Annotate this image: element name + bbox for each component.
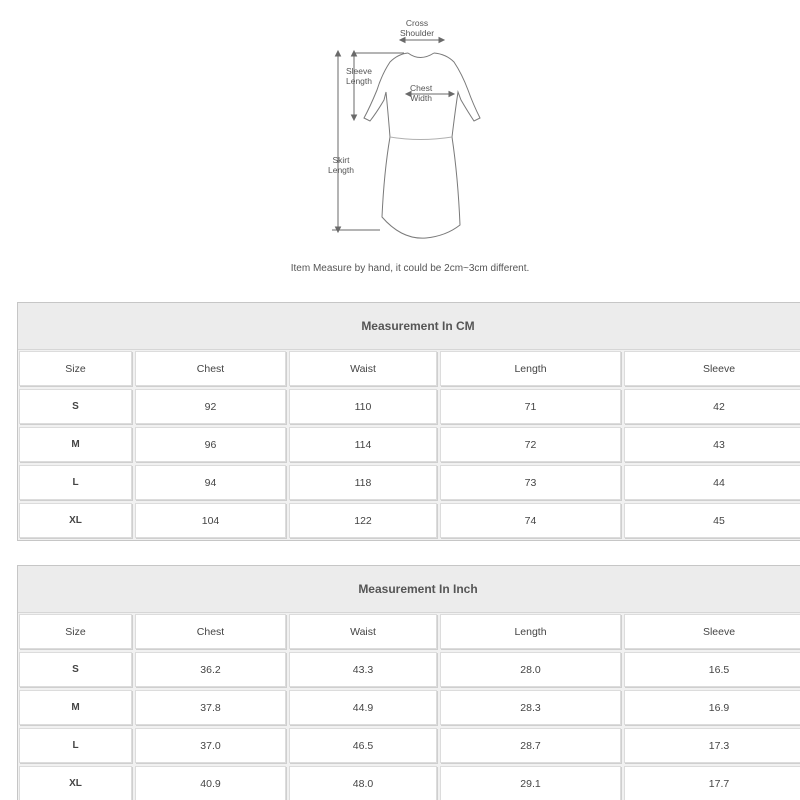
- waist-cell: 44.9: [289, 690, 437, 725]
- table-row: [18, 388, 800, 426]
- waist-cell: 48.0: [289, 766, 437, 800]
- table-row: [18, 502, 800, 540]
- cm-table-title: Measurement In CM: [18, 303, 800, 350]
- sleeve-cell: 17.7: [624, 766, 800, 800]
- size-cell: XL: [19, 503, 132, 538]
- chest-width-label: Chest Width: [410, 83, 433, 103]
- chest-cell: 36.2: [135, 652, 286, 687]
- table-row: [18, 689, 800, 727]
- length-cell: 73: [440, 465, 621, 500]
- dress-measurement-diagram: [320, 12, 490, 244]
- inch-header-row: [18, 613, 800, 651]
- chest-cell: 96: [135, 427, 286, 462]
- length-cell: 28.0: [440, 652, 621, 687]
- waist-cell: 122: [289, 503, 437, 538]
- waist-cell: 46.5: [289, 728, 437, 763]
- header-chest: Chest: [135, 351, 286, 386]
- inch-table-title: Measurement In Inch: [18, 566, 800, 613]
- sleeve-length-label: Sleeve Length: [346, 66, 372, 86]
- chest-cell: 37.0: [135, 728, 286, 763]
- chest-cell: 37.8: [135, 690, 286, 725]
- header-chest: Chest: [135, 614, 286, 649]
- waist-cell: 118: [289, 465, 437, 500]
- size-cell: XL: [19, 766, 132, 800]
- size-cell: M: [19, 690, 132, 725]
- sleeve-cell: 43: [624, 427, 800, 462]
- header-sleeve: Sleeve: [624, 351, 800, 386]
- measurement-note: Item Measure by hand, it could be 2cm~3cm different.: [290, 263, 530, 274]
- sleeve-cell: 16.5: [624, 652, 800, 687]
- chest-cell: 94: [135, 465, 286, 500]
- sleeve-cell: 45: [624, 503, 800, 538]
- inch-measurement-table: [17, 565, 800, 800]
- cm-header-row: [18, 350, 800, 388]
- cm-measurement-table: [17, 302, 800, 541]
- length-cell: 72: [440, 427, 621, 462]
- chest-cell: 40.9: [135, 766, 286, 800]
- size-cell: L: [19, 465, 132, 500]
- size-cell: S: [19, 389, 132, 424]
- waist-cell: 43.3: [289, 652, 437, 687]
- table-row: [18, 426, 800, 464]
- header-waist: Waist: [289, 614, 437, 649]
- length-cell: 28.7: [440, 728, 621, 763]
- header-length: Length: [440, 351, 621, 386]
- table-row: [18, 464, 800, 502]
- size-cell: S: [19, 652, 132, 687]
- header-length: Length: [440, 614, 621, 649]
- size-cell: L: [19, 728, 132, 763]
- header-waist: Waist: [289, 351, 437, 386]
- waist-cell: 114: [289, 427, 437, 462]
- dress-outline-icon: [320, 12, 490, 244]
- table-row: [18, 727, 800, 765]
- waist-cell: 110: [289, 389, 437, 424]
- header-size: Size: [19, 351, 132, 386]
- header-size: Size: [19, 614, 132, 649]
- cross-shoulder-label: Cross Shoulder: [400, 18, 435, 38]
- length-cell: 74: [440, 503, 621, 538]
- length-cell: 28.3: [440, 690, 621, 725]
- chest-cell: 104: [135, 503, 286, 538]
- length-cell: 29.1: [440, 766, 621, 800]
- table-row: [18, 651, 800, 689]
- sleeve-cell: 44: [624, 465, 800, 500]
- header-sleeve: Sleeve: [624, 614, 800, 649]
- length-cell: 71: [440, 389, 621, 424]
- sleeve-cell: 17.3: [624, 728, 800, 763]
- chest-cell: 92: [135, 389, 286, 424]
- skirt-length-label: Skirt Length: [328, 155, 354, 175]
- sleeve-cell: 16.9: [624, 690, 800, 725]
- sleeve-cell: 42: [624, 389, 800, 424]
- table-row: [18, 765, 800, 800]
- size-cell: M: [19, 427, 132, 462]
